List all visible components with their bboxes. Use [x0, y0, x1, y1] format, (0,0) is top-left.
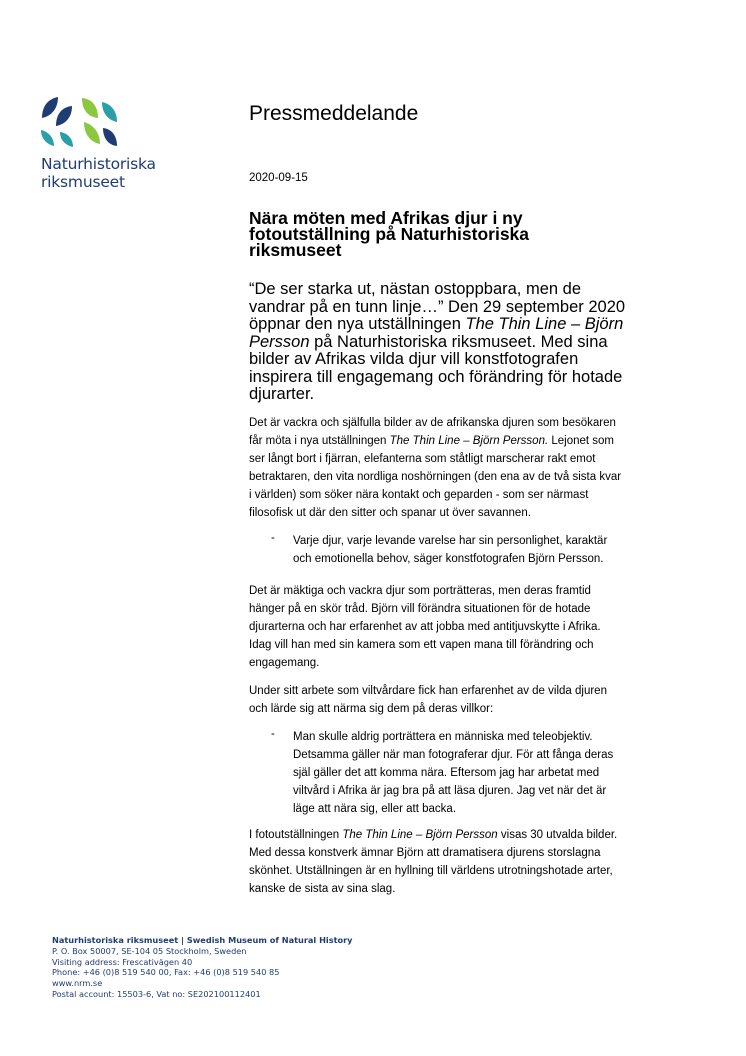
- logo-wordmark: [41, 155, 156, 191]
- body-line: hänger på en skör tråd. Björn vill förändra situationen för de hotade: [249, 603, 591, 615]
- quote-line: Varje djur, varje levande varelse har sin personlighet, karaktär: [293, 535, 608, 547]
- footer-phone: Phone: +46 (0)8 519 540 00, Fax: +46 (0)8 519 540 85: [52, 967, 280, 978]
- body-line: i världen) som söker nära kontakt och geparden - som ser närmast: [249, 489, 589, 501]
- body-line: Det är vackra och själfulla bilder av de afrikanska djuren som besökaren: [249, 417, 616, 429]
- ingress-line: “De ser starka ut, nästan ostoppbara, men de: [249, 280, 582, 298]
- body-line: betraktaren, den vita nordliga noshörningen (den ena av de två sista kvar: [249, 471, 622, 483]
- footer-address: P. O. Box 50007, SE-104 05 Stockholm, Sweden: [52, 945, 247, 956]
- paragraph-3: [249, 682, 669, 718]
- body-line: skönhet. Utställningen är en hyllning till världens utrotningshotade arter,: [249, 865, 613, 877]
- ingress-line: inspirera till engagemang och förändring för hotade: [249, 367, 623, 386]
- quote-line: Detsamma gäller när man fotograferar djur. För att fånga deras: [293, 749, 614, 761]
- body-line: och lärde sig att närma sig dem på deras villkor:: [249, 703, 494, 715]
- logo-line-1: Naturhistoriska: [41, 155, 156, 173]
- paragraph-2: [249, 582, 669, 672]
- footer-postal-account: Postal account: 15503-6, Vat no: SE202100112401: [52, 988, 261, 999]
- exhibition-title: The Thin Line – Björn: [465, 315, 624, 333]
- ingress-line: djurarter.: [249, 385, 315, 403]
- paragraph-4: [249, 826, 669, 898]
- body-line: Under sitt arbete som viltvårdare fick han erfarenhet av de vilda djuren: [249, 685, 607, 697]
- quote-line: själ gäller det att komma nära. Eftersom jag har arbetat med: [293, 767, 600, 779]
- ingress-text: på Naturhistoriska riksmuseet. Med sina: [309, 332, 608, 351]
- footer-website-link[interactable]: www.nrm.se: [52, 978, 103, 989]
- quote-2: [293, 728, 673, 818]
- ingress-line: bilder av Afrikas vilda djur vill konstfotografen: [249, 350, 579, 368]
- ingress-line: [249, 316, 649, 334]
- headline-line: riksmuseet: [249, 240, 342, 260]
- body-line: [249, 826, 669, 844]
- body-text: får möta i nya utställningen: [249, 435, 390, 447]
- quote-dash: -: [271, 532, 275, 544]
- ingress-text: öppnar den nya utställningen: [249, 315, 466, 333]
- logo-line-2: riksmuseet: [41, 173, 125, 191]
- ingress-line: [249, 334, 649, 352]
- headline-line: Nära möten med Afrikas djur i ny: [249, 208, 523, 228]
- quote-line: Man skulle aldrig porträttera en människa med teleobjektiv.: [293, 731, 593, 743]
- footer-visiting-address: Visiting address: Frescativägen 40: [52, 956, 193, 967]
- exhibition-title: The Thin Line – Björn Persson.: [389, 435, 549, 447]
- quote-line: viltvård i Afrika är jag bra på att läsa djuren. Jag vet när det är: [293, 785, 607, 797]
- body-line: engagemang.: [249, 657, 320, 669]
- exhibition-title: Persson: [249, 332, 310, 351]
- ingress-line: vandrar på en tunn linje…” Den 29 september 2020: [249, 297, 626, 316]
- exhibition-title: The Thin Line – Björn Persson: [342, 829, 498, 841]
- quote-line: och emotionella behov, säger konstfotografen Björn Persson.: [293, 553, 604, 565]
- body-line: [249, 432, 669, 450]
- body-text: Lejonet som: [548, 435, 615, 447]
- body-line: Det är mäktiga och vackra djur som porträtteras, men deras framtid: [249, 585, 591, 597]
- body-line: kanske de sista av sina slag.: [249, 883, 396, 895]
- body-line: djurarterna och har erfarenhet av att jobba med antitjuvskytte i Afrika.: [249, 621, 601, 633]
- quote-1: [293, 532, 673, 568]
- headline-line: fotoutställning på Naturhistoriska: [249, 224, 530, 244]
- body-text: visas 30 utvalda bilder.: [497, 829, 618, 841]
- quote-dash: -: [271, 728, 275, 740]
- headline: [249, 210, 609, 258]
- body-line: Med dessa konstverk ämnar Björn att dramatisera djurens storslagna: [249, 847, 601, 859]
- footer: [52, 935, 353, 1000]
- quote-line: läge att nära sig, eller att backa.: [293, 803, 457, 815]
- nrm-leaf-logo-icon: [40, 96, 118, 148]
- ingress: [249, 281, 649, 404]
- body-line: ser långt bort i fjärran, elefanterna som ståtligt marscherar rakt emot: [249, 453, 596, 465]
- footer-heading: Naturhistoriska riksmuseet | Swedish Museum of Natural History: [52, 935, 353, 945]
- paragraph-1: [249, 414, 669, 522]
- document-date: 2020-09-15: [249, 172, 308, 184]
- body-line: filosofisk ut där den sitter och spanar ut över savannen.: [249, 507, 531, 519]
- document-type: Pressmeddelande: [249, 102, 419, 125]
- body-line: Idag vill han med sin kamera som ett vapen mana till förändring och: [249, 639, 594, 651]
- body-text: I fotoutställningen: [249, 829, 343, 841]
